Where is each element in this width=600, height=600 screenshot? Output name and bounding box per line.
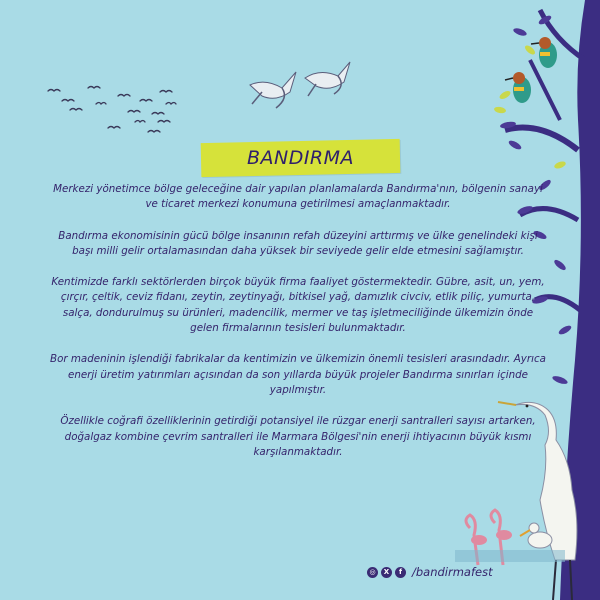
flying-heron-icon [250, 72, 296, 108]
instagram-icon[interactable]: ◎ [367, 567, 378, 578]
page-title: BANDIRMA [246, 147, 355, 169]
x-icon[interactable]: X [381, 567, 392, 578]
bee-eater-bird-icon [505, 72, 531, 103]
body-text [48, 182, 548, 476]
paragraph-1: Merkezi yönetimce bölge geleceğine dair yapılan planlamalarda Bandırma'nın, bölgenin sanayi ve ticaret merkezi konumuna getirilmesi amaçlanmaktadır. [53, 183, 543, 211]
paragraph-4: Bor madeninin işlendiği fabrikalar da kentimizin ve ülkemizin önemli tesisleri arasındadır. Ayrıca enerji üretim yatırımları açısından da son yıllarda büyük projeler Bandırma sınırları içinde yapılmıştır. [50, 353, 546, 396]
facebook-icon[interactable]: f [395, 567, 406, 578]
paragraph-3: Kentimizde farklı sektörlerden birçok büyük firma faaliyet göstermektedir. Gübre, asit, un, yem, çırçır, çeltik, ceviz fidanı, zeytin, zeytinyağı, bitkisel yağ, damızlık civciv, etlik piliç, yumurta, salça, dondurulmuş su ürünleri, madencilik, mermer ve taş işletmeciliğinde ülkemizin önde gelen firmalarının tesisleri bulunmaktadır. [51, 276, 545, 335]
social-links [367, 563, 493, 581]
paragraph-5: Özellikle coğrafi özelliklerinin getirdiği potansiyel ile rüzgar enerji santralleri sayısı artarken, doğalgaz kombine çevrim santralleri ile Marmara Bölgesi'nin enerji ihtiyacının büyük kısmı karşılanmaktadır. [60, 415, 536, 458]
social-handle[interactable]: /bandirmafest [412, 565, 493, 579]
paragraph-2: Bandırma ekonomisinin gücü bölge insanının refah düzeyini arttırmış ve ülke genelindeki kişi başı milli gelir ortalamasından daha yüksek bir seviyede gelir elde etmesini sağlamıştır. [58, 229, 538, 257]
bird-flock-icon [48, 87, 176, 133]
flying-heron-icon [305, 62, 350, 96]
